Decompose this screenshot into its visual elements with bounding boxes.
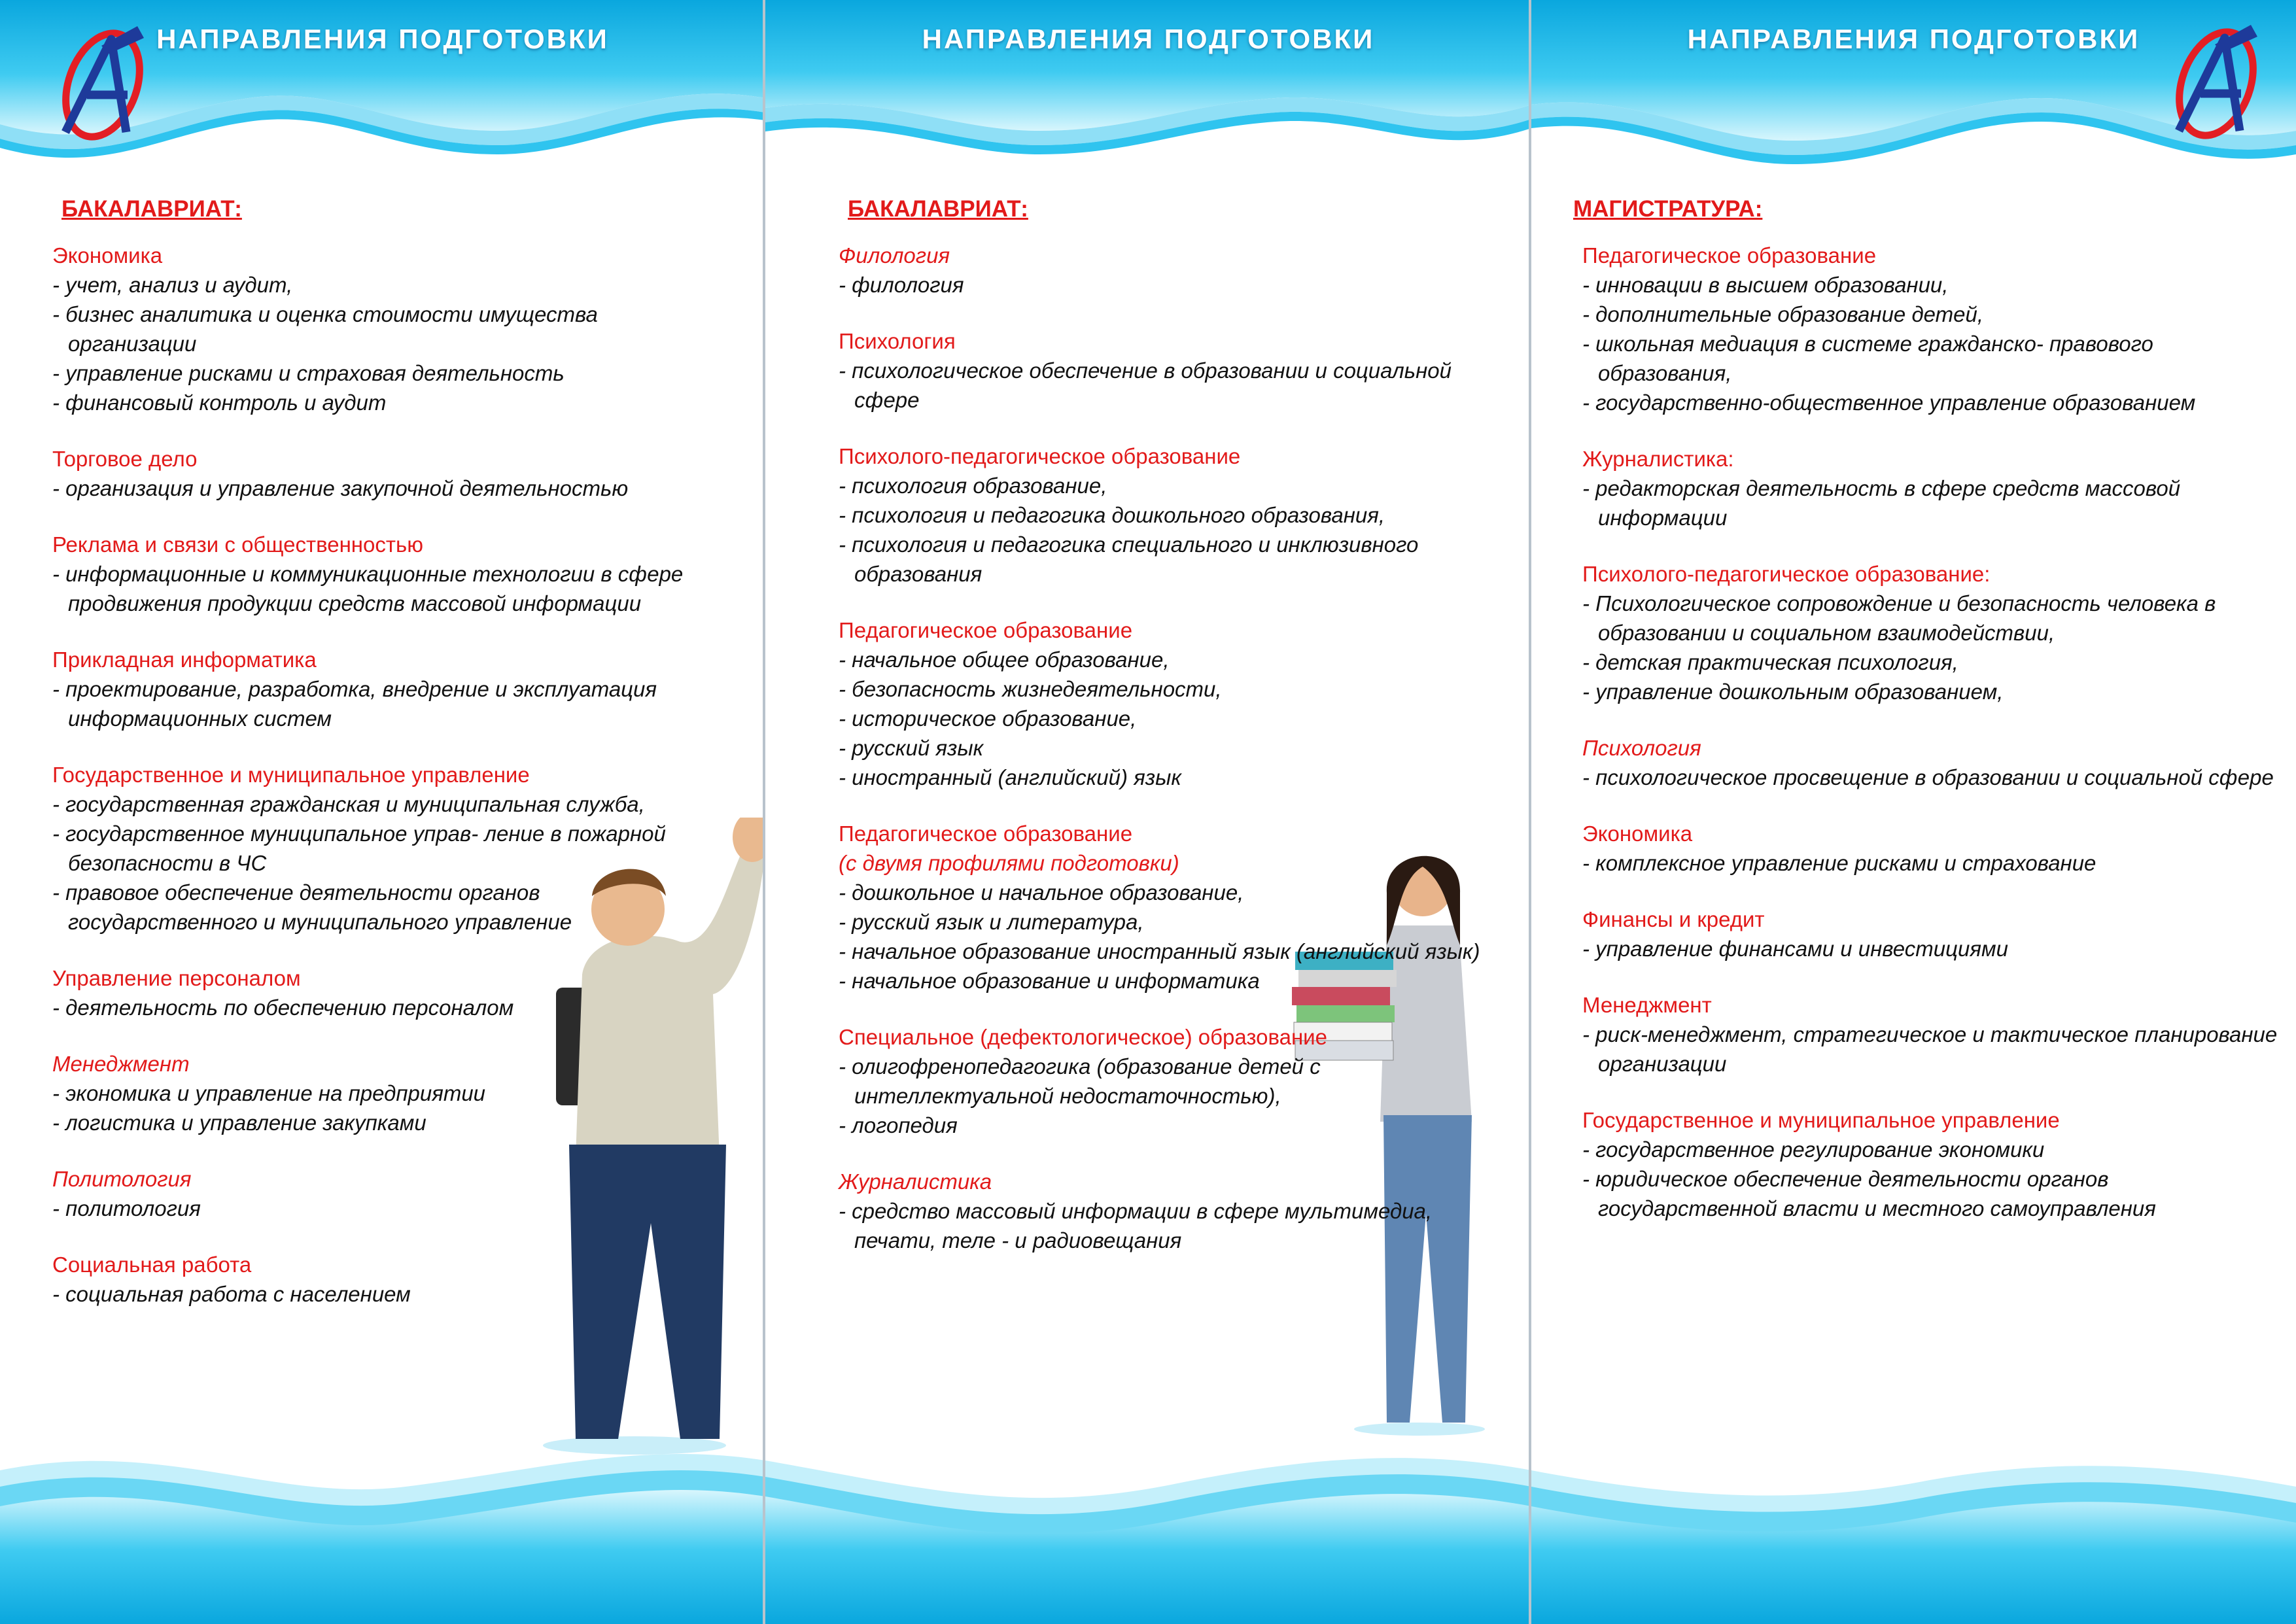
program-title: Менеджмент bbox=[52, 1052, 190, 1076]
program-group bbox=[52, 1250, 706, 1309]
program-profile-item: - управление дошкольным образованием, bbox=[1582, 680, 2004, 704]
program-group bbox=[1582, 444, 2280, 532]
program-group bbox=[839, 819, 1493, 995]
program-profile-item: - информационные и коммуникационные технологии в сфере продвижения продукции средств массовой информации bbox=[52, 562, 684, 615]
program-profile-item: - управление финансами и инвестициями bbox=[1582, 937, 2008, 961]
program-title: Прикладная информатика bbox=[52, 648, 317, 672]
program-title: Управление персоналом bbox=[52, 966, 301, 990]
program-profile-item: - Психологическое сопровождение и безопасность человека в образовании и социальном взаимодействии, bbox=[1582, 591, 2216, 645]
program-profile-item: - безопасность жизнедеятельности, bbox=[839, 677, 1222, 701]
program-group bbox=[52, 530, 706, 618]
program-title: Журналистика bbox=[839, 1169, 992, 1194]
program-profile-item: - начальное образование иностранный язык (английский язык) bbox=[839, 939, 1480, 963]
program-profile-item: - государственное регулирование экономики bbox=[1582, 1137, 2045, 1162]
program-profile-item: - филология bbox=[839, 273, 964, 297]
program-title: Психология bbox=[1582, 736, 1701, 760]
program-profile-item: - финансовый контроль и аудит bbox=[52, 390, 387, 415]
program-group bbox=[1582, 905, 2280, 963]
program-title: Педагогическое образование bbox=[1582, 243, 1877, 268]
program-profile-item: - учет, анализ и аудит, bbox=[52, 273, 293, 297]
program-profile-item: - государственное муниципальное управ- ление в пожарной безопасности в ЧС bbox=[52, 821, 666, 875]
program-profile-item: - политология bbox=[52, 1196, 201, 1220]
program-profile-item: - редакторская деятельность в сфере средств массовой информации bbox=[1582, 476, 2181, 530]
program-profile-item: - психология и педагогика дошкольного образования, bbox=[839, 503, 1385, 527]
program-profile-item: - детская практическая психология, bbox=[1582, 650, 1958, 674]
program-profile-item: - психология и педагогика специального и инклюзивного образования bbox=[839, 532, 1419, 586]
section-heading: БАКАЛАВРИАТ: bbox=[61, 196, 242, 222]
program-group bbox=[52, 1164, 706, 1223]
university-logo-icon bbox=[2163, 18, 2274, 143]
program-group bbox=[52, 1049, 706, 1137]
program-title: Экономика bbox=[52, 243, 163, 268]
program-profile-item: - логопедия bbox=[839, 1113, 958, 1137]
program-title: Социальная работа bbox=[52, 1253, 252, 1277]
panel-middle bbox=[765, 0, 1531, 1624]
program-title: Экономика bbox=[1582, 821, 1693, 846]
program-title: Специальное (дефектологическое) образование bbox=[839, 1025, 1327, 1049]
program-group bbox=[839, 326, 1493, 415]
program-title: Педагогическое образование bbox=[839, 618, 1133, 642]
program-profile-item: - дошкольное и начальное образование, bbox=[839, 880, 1244, 905]
program-profile-item: - психология образование, bbox=[839, 474, 1107, 498]
program-groups bbox=[1573, 241, 2280, 1223]
section-heading: МАГИСТРАТУРА: bbox=[1573, 196, 1763, 222]
program-profile-item: - деятельность по обеспечению персоналом bbox=[52, 995, 514, 1020]
program-group bbox=[52, 241, 706, 417]
program-group bbox=[839, 1022, 1493, 1140]
program-profile-item: - государственно-общественное управление образованием bbox=[1582, 390, 2196, 415]
panel-divider bbox=[763, 0, 765, 1624]
program-profile-item: - организация и управление закупочной деятельностью bbox=[52, 476, 629, 500]
program-group bbox=[839, 615, 1493, 792]
section-heading: БАКАЛАВРИАТ: bbox=[848, 196, 1028, 222]
panel-title: НАПРАВЛЕНИЯ ПОДГОТОВКИ bbox=[1687, 24, 2140, 54]
program-profile-item: - логистика и управление закупками bbox=[52, 1111, 426, 1135]
program-group bbox=[1582, 559, 2280, 706]
program-profile-item: - правовое обеспечение деятельности органов государственного и муниципального управление bbox=[52, 880, 572, 934]
panel-title: НАПРАВЛЕНИЯ ПОДГОТОВКИ bbox=[156, 24, 609, 54]
program-profile-item: - русский язык bbox=[839, 736, 984, 760]
program-title: Реклама и связи с общественностью bbox=[52, 532, 423, 557]
program-groups bbox=[52, 241, 706, 1309]
program-profile-item: - олигофренопедагогика (образование детей с интеллектуальной недостаточностью), bbox=[839, 1054, 1321, 1108]
program-profile-item: - инновации в высшем образовании, bbox=[1582, 273, 1949, 297]
program-title: Государственное и муниципальное управление bbox=[1582, 1108, 2060, 1132]
program-profile-item: - риск-менеджмент, стратегическое и тактическое планирование организации bbox=[1582, 1022, 2278, 1076]
program-group bbox=[52, 963, 706, 1022]
program-group bbox=[52, 760, 706, 937]
program-group bbox=[52, 444, 706, 503]
program-title: Финансы и кредит bbox=[1582, 907, 1765, 931]
university-logo-icon bbox=[49, 20, 160, 144]
program-profile-item: - средство массовый информации в сфере мультимедиа, печати, теле - и радиовещания bbox=[839, 1199, 1433, 1253]
program-profile-item: - комплексное управление рисками и страхование bbox=[1582, 851, 2096, 875]
program-title: Психология bbox=[839, 329, 956, 353]
program-title: Филология bbox=[839, 243, 950, 268]
program-profile-item: - социальная работа с населением bbox=[52, 1282, 411, 1306]
panel-left bbox=[0, 0, 765, 1624]
program-group bbox=[1582, 241, 2280, 417]
program-groups bbox=[839, 241, 1493, 1255]
program-profile-item: - государственная гражданская и муниципальная служба, bbox=[52, 792, 645, 816]
panel-right bbox=[1531, 0, 2296, 1624]
program-profile-item: - юридическое обеспечение деятельности органов государственной власти и местного самоуправления bbox=[1582, 1167, 2156, 1220]
program-title: Политология bbox=[52, 1167, 192, 1191]
program-title: Государственное и муниципальное управление bbox=[52, 763, 530, 787]
program-profile-item: - проектирование, разработка, внедрение и эксплуатация информационных систем bbox=[52, 677, 657, 731]
program-profile-item: - психологическое просвещение в образовании и социальной сфере bbox=[1582, 765, 2274, 789]
program-list-bachelor bbox=[52, 196, 706, 1336]
panel-divider bbox=[1529, 0, 1531, 1624]
program-profile-item: - дополнительные образование детей, bbox=[1582, 302, 1984, 326]
program-profile-item: - начальное образование и информатика bbox=[839, 969, 1260, 993]
program-title: Психолого-педагогическое образование bbox=[839, 444, 1241, 468]
program-profile-item: - психологическое обеспечение в образовании и социальной сфере bbox=[839, 358, 1452, 412]
wave-footer-decoration bbox=[0, 1434, 2296, 1624]
program-profile-item: - русский язык и литература, bbox=[839, 910, 1144, 934]
program-group bbox=[1582, 819, 2280, 878]
program-list-master bbox=[1573, 196, 2280, 1250]
program-group bbox=[839, 241, 1493, 300]
program-profile-item: - иностранный (английский) язык bbox=[839, 765, 1181, 789]
program-subtitle: (с двумя профилями подготовки) bbox=[839, 851, 1179, 875]
program-title: Менеджмент bbox=[1582, 993, 1712, 1017]
program-profile-item: - бизнес аналитика и оценка стоимости имущества организации bbox=[52, 302, 598, 356]
program-group bbox=[52, 645, 706, 733]
program-group bbox=[1582, 1105, 2280, 1223]
program-profile-item: - историческое образование, bbox=[839, 706, 1137, 731]
program-title: Психолого-педагогическое образование: bbox=[1582, 562, 1991, 586]
panel-title: НАПРАВЛЕНИЯ ПОДГОТОВКИ bbox=[922, 24, 1375, 54]
program-group bbox=[1582, 990, 2280, 1079]
program-profile-item: - школьная медиация в системе гражданско- правового образования, bbox=[1582, 332, 2153, 385]
program-profile-item: - начальное общее образование, bbox=[839, 648, 1170, 672]
program-group bbox=[1582, 733, 2280, 792]
program-profile-item: - экономика и управление на предприятии bbox=[52, 1081, 486, 1105]
program-group bbox=[839, 441, 1493, 589]
program-group bbox=[839, 1167, 1493, 1255]
program-profile-item: - управление рисками и страховая деятельность bbox=[52, 361, 565, 385]
program-title: Журналистика: bbox=[1582, 447, 1734, 471]
program-title: Педагогическое образование bbox=[839, 821, 1133, 846]
program-title: Торговое дело bbox=[52, 447, 198, 471]
program-list-bachelor bbox=[839, 196, 1493, 1282]
